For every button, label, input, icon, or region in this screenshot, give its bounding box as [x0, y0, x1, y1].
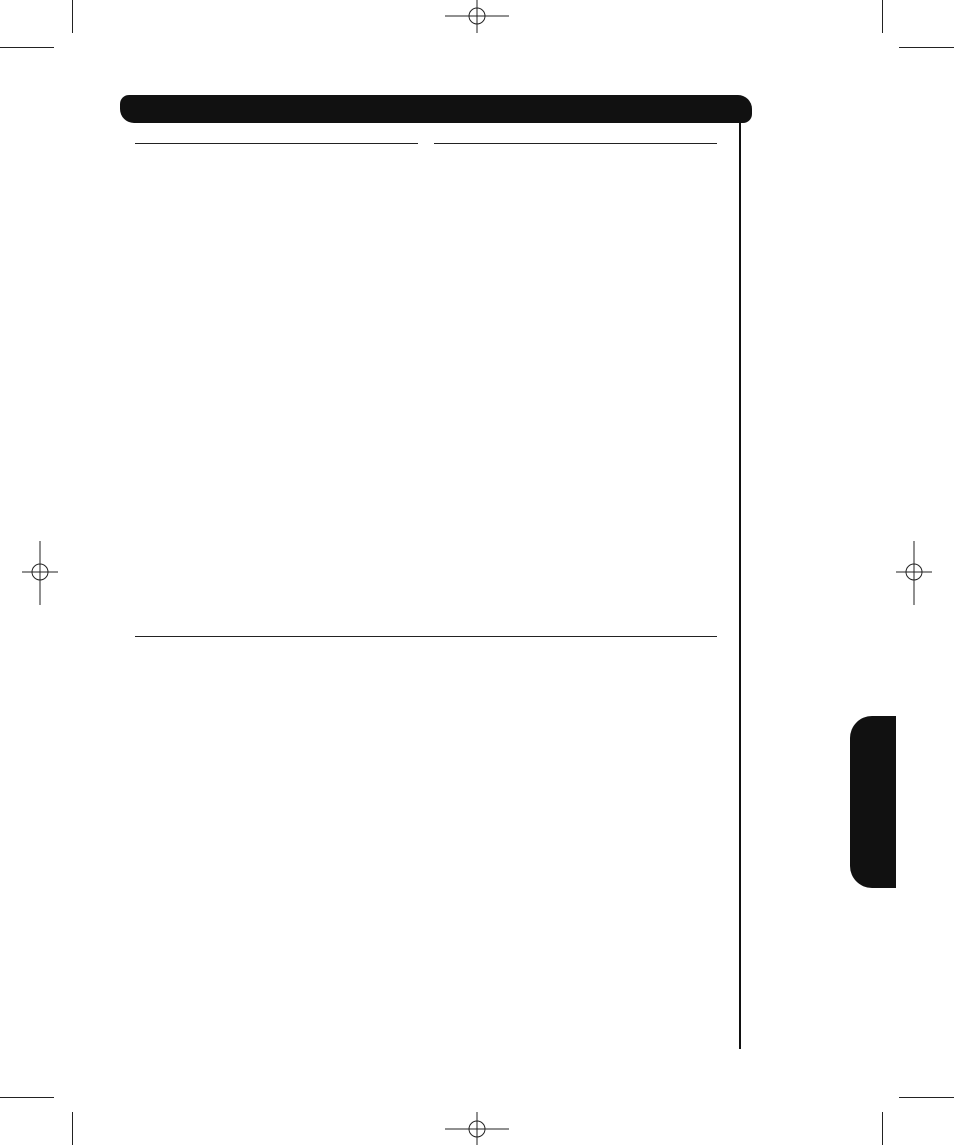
- page-title-bar: [120, 95, 752, 123]
- crop-mark: [72, 1112, 73, 1145]
- crop-mark: [0, 1097, 54, 1098]
- crop-mark: [899, 47, 954, 48]
- registration-mark-icon: [445, 0, 509, 33]
- registration-mark-icon: [445, 1112, 509, 1145]
- crop-mark: [882, 1112, 883, 1145]
- do-heading: [135, 142, 418, 144]
- vertical-rule: [739, 123, 741, 1049]
- registration-mark-icon: [896, 541, 932, 605]
- crop-mark: [882, 0, 883, 33]
- crop-mark: [899, 1097, 954, 1098]
- do-not-heading: [434, 142, 717, 144]
- section-tab: [850, 716, 896, 888]
- crop-mark: [72, 0, 73, 33]
- troubleshooting-heading: [135, 635, 717, 637]
- crop-mark: [0, 47, 54, 48]
- registration-mark-icon: [22, 541, 58, 605]
